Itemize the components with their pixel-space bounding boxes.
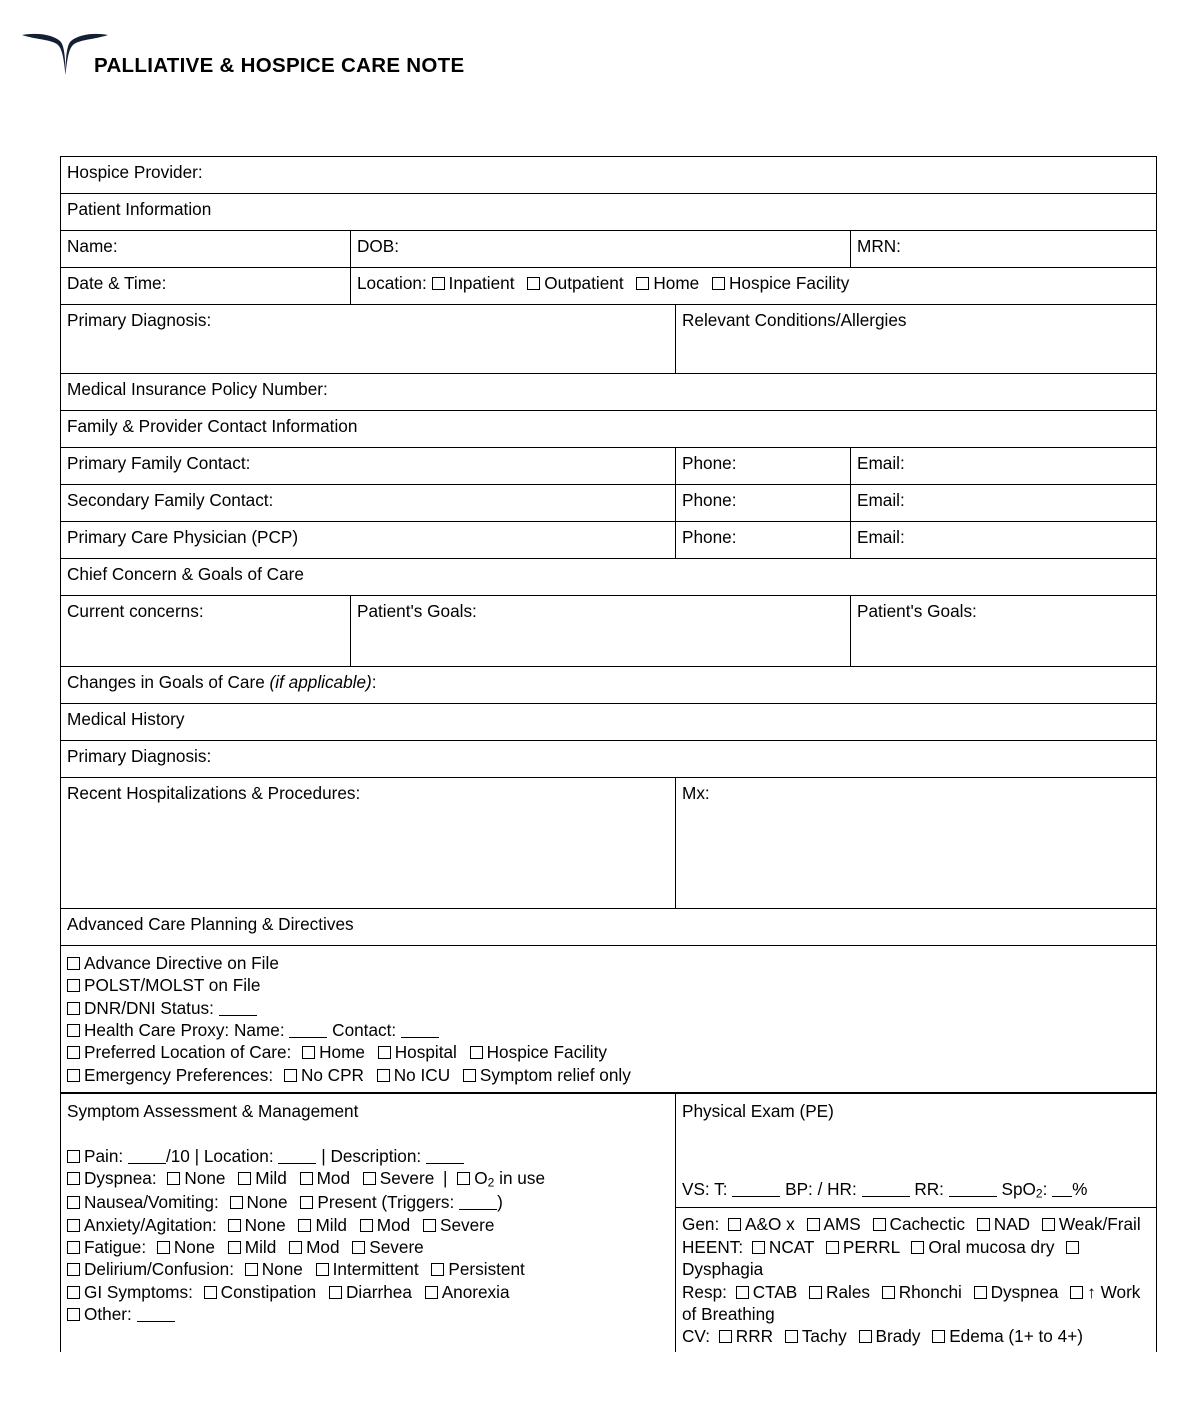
table-row	[61, 667, 1157, 704]
label-nausea-present: Present (Triggers:	[317, 1192, 455, 1213]
label-preferred-home: Home	[319, 1042, 365, 1063]
label-pain-description: | Description:	[321, 1145, 422, 1166]
label-dyspnea-severe: Severe	[379, 1167, 435, 1188]
table-row	[61, 1094, 1157, 1179]
symptom-row-anxiety	[67, 1214, 670, 1236]
checkbox-resp-work-of-breathing[interactable]	[1070, 1286, 1083, 1299]
input-pain-description[interactable]	[426, 1163, 464, 1164]
field-hospice-provider[interactable]: Hospice Provider:	[61, 157, 1157, 194]
label-advance-directive: Advance Directive on File	[84, 953, 279, 973]
table-row	[61, 305, 1157, 374]
checkbox-emergency-preferences[interactable]	[67, 1069, 80, 1082]
label-anorexia: Anorexia	[441, 1281, 510, 1302]
field-primary-diagnosis-history[interactable]: Primary Diagnosis:	[61, 741, 1157, 778]
field-date-time[interactable]: Date & Time:	[61, 268, 351, 305]
table-row	[61, 596, 1157, 667]
checkbox-dyspnea-mild[interactable]	[238, 1172, 251, 1185]
checkbox-outpatient[interactable]	[527, 277, 540, 290]
acp-row-polst	[67, 974, 1151, 996]
checkbox-cv-edema[interactable]	[932, 1330, 945, 1343]
field-mrn[interactable]: MRN:	[851, 231, 1157, 268]
field-insurance-policy[interactable]: Medical Insurance Policy Number:	[61, 374, 1157, 411]
label-anxiety-agitation: Anxiety/Agitation:	[84, 1214, 217, 1235]
pe-row-resp	[682, 1281, 1151, 1326]
label-vs-bp-hr: BP: / HR:	[785, 1179, 857, 1200]
checkbox-preferred-location[interactable]	[67, 1046, 80, 1059]
field-mx[interactable]: Mx:	[676, 778, 1157, 909]
checkbox-gen-ao[interactable]	[728, 1218, 741, 1231]
input-proxy-name[interactable]	[289, 1037, 327, 1038]
checkbox-preferred-hospital[interactable]	[378, 1046, 391, 1059]
label-emergency-preferences: Emergency Preferences:	[84, 1064, 274, 1085]
checkbox-cv-rrr[interactable]	[719, 1330, 732, 1343]
checkbox-nausea-none[interactable]	[230, 1196, 243, 1209]
checkbox-delirium-confusion[interactable]	[67, 1263, 80, 1276]
section-header-advanced-care: Advanced Care Planning & Directives	[61, 909, 1157, 946]
label-anxiety-mod: Mod	[376, 1214, 411, 1235]
checkbox-heent-perrl[interactable]	[826, 1241, 839, 1254]
field-dob[interactable]: DOB:	[351, 231, 851, 268]
label-fatigue-severe: Severe	[369, 1236, 424, 1257]
separator-pipe: |	[443, 1167, 448, 1188]
checkbox-heent-ncat[interactable]	[752, 1241, 765, 1254]
checkbox-preferred-home[interactable]	[302, 1046, 315, 1059]
label-fatigue-mod: Mod	[306, 1236, 340, 1257]
label-o2: O	[474, 1167, 488, 1188]
acp-row-emergency	[67, 1064, 1151, 1086]
checkbox-other-symptom[interactable]	[67, 1308, 80, 1321]
field-name[interactable]: Name:	[61, 231, 351, 268]
table-row	[61, 522, 1157, 559]
label-vs-spo2-sub: 2	[1035, 1186, 1043, 1201]
pe-row-gen	[682, 1213, 1151, 1235]
checkbox-cv-tachy[interactable]	[785, 1330, 798, 1343]
table-row	[61, 448, 1157, 485]
label-dyspnea-mild: Mild	[255, 1167, 287, 1188]
checkbox-no-icu[interactable]	[377, 1069, 390, 1082]
checkbox-gen-ams[interactable]	[807, 1218, 820, 1231]
checkbox-anxiety-severe[interactable]	[423, 1219, 436, 1232]
input-vs-spo2[interactable]	[1052, 1196, 1072, 1197]
table-row	[61, 268, 1157, 305]
field-primary-family-contact[interactable]: Primary Family Contact:	[61, 448, 676, 485]
checkbox-cv-brady[interactable]	[859, 1330, 872, 1343]
label-heent-perrl: PERRL	[842, 1236, 900, 1257]
checkbox-nausea-present[interactable]	[300, 1196, 313, 1209]
checkbox-anxiety-agitation[interactable]	[67, 1219, 80, 1232]
label-inpatient: Inpatient	[448, 273, 515, 293]
page-header	[0, 0, 1198, 110]
checkbox-anxiety-mod[interactable]	[360, 1219, 373, 1232]
input-dnr-dni-status[interactable]	[219, 1015, 257, 1016]
acp-row-preferred-location	[67, 1041, 1151, 1063]
advanced-care-checklist	[61, 946, 1157, 1093]
label-dyspnea-none: None	[184, 1167, 226, 1188]
checkbox-fatigue[interactable]	[67, 1241, 80, 1254]
label-heent-oral-mucosa-dry: Oral mucosa dry	[928, 1236, 1055, 1257]
table-row	[61, 231, 1157, 268]
table-row	[61, 194, 1157, 231]
table-row	[61, 778, 1157, 909]
checkbox-anxiety-mild[interactable]	[298, 1219, 311, 1232]
label-other-symptom: Other:	[84, 1303, 132, 1324]
section-header-family-provider: Family & Provider Contact Information	[61, 411, 1157, 448]
checkbox-resp-rhonchi[interactable]	[882, 1286, 895, 1299]
label-gi-symptoms: GI Symptoms:	[84, 1281, 193, 1302]
checkbox-pain[interactable]	[67, 1150, 80, 1163]
label-resp-dyspnea: Dyspnea	[990, 1281, 1059, 1302]
label-cv: CV:	[682, 1326, 711, 1347]
checkbox-dyspnea-severe[interactable]	[363, 1172, 376, 1185]
acp-row-proxy	[67, 1019, 1151, 1041]
symptom-row-fatigue	[67, 1236, 670, 1258]
input-vs-rr[interactable]	[949, 1196, 997, 1197]
location-label: Location:	[357, 273, 427, 293]
label-delirium-intermittent: Intermittent	[332, 1259, 419, 1280]
label-resp-work-of-breathing: ↑ Work of Breathing	[682, 1281, 1141, 1324]
checkbox-resp-ctab[interactable]	[736, 1286, 749, 1299]
checkbox-preferred-hospice-facility[interactable]	[470, 1046, 483, 1059]
symptom-row-nausea	[67, 1191, 670, 1213]
input-vs-temp[interactable]	[732, 1196, 780, 1197]
symptom-row-delirium	[67, 1258, 670, 1280]
label-cv-rrr: RRR	[735, 1326, 774, 1347]
symptom-assessment-cell	[61, 1094, 676, 1352]
checkbox-home[interactable]	[636, 277, 649, 290]
label-o2-sub: 2	[487, 1175, 495, 1190]
label-nausea-none: None	[246, 1192, 288, 1213]
label-heent: HEENT:	[682, 1236, 744, 1257]
field-patients-goals-2[interactable]: Patient's Goals:	[851, 596, 1157, 667]
checkbox-delirium-intermittent[interactable]	[316, 1263, 329, 1276]
checkbox-inpatient[interactable]	[432, 277, 445, 290]
label-pain: Pain:	[84, 1145, 124, 1166]
checkbox-delirium-none[interactable]	[245, 1263, 258, 1276]
table-row	[61, 946, 1157, 1093]
field-pcp-email[interactable]: Email:	[851, 522, 1157, 559]
label-proxy-contact: Contact:	[332, 1020, 397, 1041]
label-home: Home	[653, 273, 700, 293]
symptom-row-gi	[67, 1281, 670, 1303]
label-resp-rales: Rales	[826, 1281, 870, 1302]
label-nausea-vomiting: Nausea/Vomiting:	[84, 1192, 219, 1213]
label-vs-spo2-colon: :	[1042, 1179, 1048, 1200]
checkbox-heent-dysphagia[interactable]	[1066, 1241, 1079, 1254]
field-primary-family-phone[interactable]: Phone:	[676, 448, 851, 485]
label-fatigue: Fatigue:	[84, 1236, 147, 1257]
checkbox-polst[interactable]	[67, 979, 80, 992]
input-nausea-triggers[interactable]	[459, 1209, 497, 1210]
checkbox-anorexia[interactable]	[425, 1286, 438, 1299]
table-row	[61, 559, 1157, 596]
checkbox-anxiety-none[interactable]	[228, 1219, 241, 1232]
pe-row-heent	[682, 1236, 1151, 1281]
acp-row-advance-directive	[67, 952, 1151, 974]
acp-row-dnr	[67, 997, 1151, 1019]
input-vs-hr[interactable]	[862, 1196, 910, 1197]
label-fatigue-none: None	[173, 1236, 215, 1257]
symptom-row-dyspnea	[67, 1167, 670, 1191]
field-current-concerns[interactable]: Current concerns:	[61, 596, 351, 667]
symptom-assessment-title: Symptom Assessment & Management	[67, 1101, 359, 1122]
checkbox-heent-oral-mucosa-dry[interactable]	[911, 1241, 924, 1254]
symptom-row-pain	[67, 1145, 670, 1167]
page-title: PALLIATIVE & HOSPICE CARE NOTE	[94, 54, 465, 77]
label-preferred-hospice-facility: Hospice Facility	[486, 1042, 607, 1063]
checkbox-constipation[interactable]	[204, 1286, 217, 1299]
label-cv-tachy: Tachy	[801, 1326, 847, 1347]
care-note-form	[60, 156, 1156, 1352]
checkbox-gen-weak-frail[interactable]	[1042, 1218, 1055, 1231]
input-pain-score[interactable]	[128, 1163, 166, 1164]
assessment-exam-table	[60, 1093, 1157, 1351]
checkbox-nausea-vomiting[interactable]	[67, 1196, 80, 1209]
label-dyspnea-mod: Mod	[316, 1167, 351, 1188]
checkbox-resp-dyspnea[interactable]	[974, 1286, 987, 1299]
field-pcp[interactable]: Primary Care Physician (PCP)	[61, 522, 676, 559]
physical-exam-header-cell	[676, 1094, 1157, 1179]
table-row	[61, 704, 1157, 741]
changes-goals-suffix: :	[371, 672, 377, 692]
label-preferred-location: Preferred Location of Care:	[84, 1042, 292, 1063]
checkbox-fatigue-severe[interactable]	[352, 1241, 365, 1254]
field-secondary-family-contact[interactable]: Secondary Family Contact:	[61, 485, 676, 522]
checkbox-dnr-dni[interactable]	[67, 1002, 80, 1015]
pe-row-cv	[682, 1325, 1151, 1347]
label-cv-brady: Brady	[875, 1326, 921, 1347]
label-gen-cachectic: Cachectic	[889, 1214, 965, 1235]
label-resp-rhonchi: Rhonchi	[898, 1281, 962, 1302]
checkbox-hospice-facility[interactable]	[712, 277, 725, 290]
table-row	[61, 157, 1157, 194]
label-anxiety-none: None	[244, 1214, 286, 1235]
checkbox-fatigue-none[interactable]	[157, 1241, 170, 1254]
label-gen-ao: A&O x	[745, 1214, 795, 1235]
label-delirium-confusion: Delirium/Confusion:	[84, 1259, 234, 1280]
checkbox-health-care-proxy[interactable]	[67, 1024, 80, 1037]
input-other-symptom[interactable]	[137, 1321, 175, 1322]
label-o2-tail: in use	[494, 1167, 546, 1188]
label-cv-edema: Edema (1+ to 4+)	[949, 1326, 1083, 1347]
vital-signs-cell	[676, 1178, 1157, 1208]
physical-exam-title: Physical Exam (PE)	[682, 1101, 834, 1122]
checkbox-no-cpr[interactable]	[284, 1069, 297, 1082]
table-row	[61, 374, 1157, 411]
form-table	[60, 156, 1157, 1093]
input-pain-location[interactable]	[278, 1163, 316, 1164]
label-heent-dysphagia: Dysphagia	[682, 1259, 764, 1280]
label-symptom-relief-only: Symptom relief only	[479, 1064, 631, 1085]
label-gen-weak-frail: Weak/Frail	[1058, 1214, 1141, 1235]
checkbox-symptom-relief-only[interactable]	[463, 1069, 476, 1082]
label-no-icu: No ICU	[393, 1064, 451, 1085]
field-primary-diagnosis[interactable]: Primary Diagnosis:	[61, 305, 676, 374]
table-row	[61, 909, 1157, 946]
symptom-spacer	[67, 1123, 670, 1145]
label-heent-ncat: NCAT	[768, 1236, 815, 1257]
label-no-cpr: No CPR	[300, 1064, 364, 1085]
label-resp: Resp:	[682, 1281, 727, 1302]
checkbox-gen-cachectic[interactable]	[873, 1218, 886, 1231]
checkbox-dyspnea[interactable]	[67, 1172, 80, 1185]
checkbox-fatigue-mod[interactable]	[289, 1241, 302, 1254]
changes-goals-italic: (if applicable)	[269, 672, 372, 692]
label-vs-spo2: SpO	[1001, 1179, 1036, 1200]
checkbox-advance-directive[interactable]	[67, 957, 80, 970]
checkbox-fatigue-mild[interactable]	[228, 1241, 241, 1254]
label-gen-nad: NAD	[993, 1214, 1031, 1235]
symptom-row-other	[67, 1303, 670, 1325]
checkbox-gi-symptoms[interactable]	[67, 1286, 80, 1299]
label-gen: Gen:	[682, 1214, 720, 1235]
section-header-medical-history: Medical History	[61, 704, 1157, 741]
input-proxy-contact[interactable]	[401, 1037, 439, 1038]
field-primary-family-email[interactable]: Email:	[851, 448, 1157, 485]
changes-goals-text: Changes in Goals of Care	[67, 672, 270, 692]
field-changes-goals[interactable]	[61, 667, 1157, 704]
checkbox-delirium-persistent[interactable]	[431, 1263, 444, 1276]
label-polst: POLST/MOLST on File	[84, 975, 261, 996]
label-delirium-none: None	[261, 1259, 303, 1280]
label-vs-rr: RR:	[914, 1179, 944, 1200]
label-outpatient: Outpatient	[544, 273, 624, 293]
label-hospice-facility: Hospice Facility	[729, 273, 850, 293]
field-patients-goals-1[interactable]: Patient's Goals:	[351, 596, 851, 667]
label-anxiety-severe: Severe	[439, 1214, 495, 1235]
checkbox-resp-rales[interactable]	[809, 1286, 822, 1299]
label-vs-temp: VS: T:	[682, 1179, 728, 1200]
label-diarrhea: Diarrhea	[345, 1281, 412, 1302]
checkbox-o2-in-use[interactable]	[457, 1172, 470, 1185]
field-pcp-phone[interactable]: Phone:	[676, 522, 851, 559]
checkbox-dyspnea-mod[interactable]	[300, 1172, 313, 1185]
label-vs-percent: %	[1072, 1179, 1088, 1200]
physical-exam-findings-cell	[676, 1208, 1157, 1352]
label-anxiety-mild: Mild	[315, 1214, 347, 1235]
section-header-chief-concern: Chief Concern & Goals of Care	[61, 559, 1157, 596]
checkbox-gen-nad[interactable]	[977, 1218, 990, 1231]
field-recent-hospitalizations[interactable]: Recent Hospitalizations & Procedures:	[61, 778, 676, 909]
checkbox-dyspnea-none[interactable]	[167, 1172, 180, 1185]
table-row	[61, 485, 1157, 522]
label-constipation: Constipation	[220, 1281, 317, 1302]
field-secondary-family-phone[interactable]: Phone:	[676, 485, 851, 522]
label-delirium-persistent: Persistent	[448, 1259, 525, 1280]
field-secondary-family-email[interactable]: Email:	[851, 485, 1157, 522]
vital-signs-row	[682, 1178, 1151, 1202]
table-row	[61, 411, 1157, 448]
label-pain-scale: /10 | Location:	[165, 1145, 274, 1166]
label-preferred-hospital: Hospital	[394, 1042, 457, 1063]
label-gen-ams: AMS	[823, 1214, 861, 1235]
field-relevant-conditions[interactable]: Relevant Conditions/Allergies	[676, 305, 1157, 374]
label-resp-ctab: CTAB	[752, 1281, 798, 1302]
section-header-patient-information: Patient Information	[61, 194, 1157, 231]
checkbox-diarrhea[interactable]	[329, 1286, 342, 1299]
label-fatigue-mild: Mild	[244, 1236, 277, 1257]
label-nausea-tail: )	[497, 1192, 503, 1213]
table-row	[61, 741, 1157, 778]
label-dnr-dni: DNR/DNI Status:	[84, 997, 214, 1018]
label-proxy-name: Health Care Proxy: Name:	[84, 1020, 285, 1041]
label-dyspnea: Dyspnea:	[84, 1167, 157, 1188]
field-location[interactable]	[351, 268, 1157, 305]
